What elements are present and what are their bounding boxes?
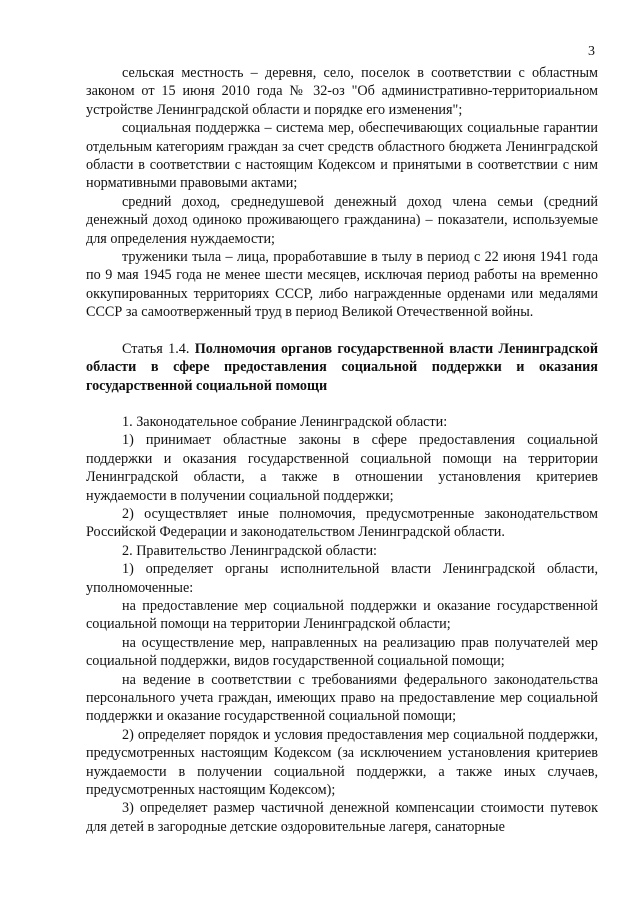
body-paragraph: на предоставление мер социальной поддержки и оказание государственной социальной помощи на территории Ленинградской области; <box>86 597 598 633</box>
body-paragraph: 1) определяет органы исполнительной власти Ленинградской области, уполномоченные: <box>86 561 598 596</box>
body-paragraph: на осуществление мер, направленных на реализацию прав получателей мер социальной поддержки, видов государственной социальной помощи; <box>86 634 598 670</box>
definition-paragraph: труженики тыла – лица, проработавшие в тылу в период с 22 июня 1941 года по 9 мая 1945 года не менее шести месяцев, исключая период работы на временно оккупированных территориях СССР, либо награжденные орденами или медалями СССР за самоотверженный труд в период Великой Отечественной войны. <box>86 249 598 321</box>
article-number: Статья 1.4. <box>122 340 190 357</box>
article-heading <box>86 340 598 395</box>
document-text <box>86 64 598 836</box>
body-paragraph: 3) определяет размер частичной денежной компенсации стоимости путевок для детей в загородные детские оздоровительные лагеря, санаторные <box>86 800 598 835</box>
definition-paragraph: социальная поддержка – система мер, обеспечивающих социальные гарантии отдельным категориям граждан за счет средств областного бюджета Ленинградской области в соответствии с настоящим Кодексом и принятыми в соответствии с ним нормативными правовыми актами; <box>86 120 598 192</box>
definition-paragraph: средний доход, среднедушевой денежный доход члена семьи (средний денежный доход одиноко проживающего гражданина) – показатели, используемые для определения нуждаемости; <box>86 193 598 247</box>
body-paragraph: 2) осуществляет иные полномочия, предусмотренные законодательством Российской Федерации и законодательством Ленинградской области. <box>86 505 598 541</box>
body-paragraph: 2. Правительство Ленинградской области: <box>122 542 377 559</box>
body-paragraph: 1. Законодательное собрание Ленинградской области: <box>122 413 448 430</box>
body-paragraph: на ведение в соответствии с требованиями федерального законодательства персонального учета граждан, имеющих право на предоставление мер социальной поддержки и оказание государственной социальной помощи; <box>86 671 598 725</box>
page-number: 3 <box>588 44 595 59</box>
body-paragraph: 1) принимает областные законы в сфере предоставления социальной поддержки и оказания государственной социальной помощи на территории Ленинградской области, а также в отношении установления критериев нуждаемости в получении социальной поддержки; <box>86 432 598 504</box>
body-paragraph: 2) определяет порядок и условия предоставления мер социальной поддержки, предусмотренных настоящим Кодексом (за исключением установления критериев нуждаемости в получении социальной поддержки, а также иных случаев, предусмотренных настоящим Кодексом); <box>86 726 598 799</box>
definition-paragraph: сельская местность – деревня, село, поселок в соответствии с областным законом от 15 июня 2010 года № 32-оз "Об административно-территориальном устройстве Ленинградской области и порядке его изменения"; <box>86 65 598 118</box>
article-title: Полномочия органов государственной власти Ленинградской области в сфере предоставления социальной поддержки и оказания государственной социальной помощи <box>86 340 598 394</box>
